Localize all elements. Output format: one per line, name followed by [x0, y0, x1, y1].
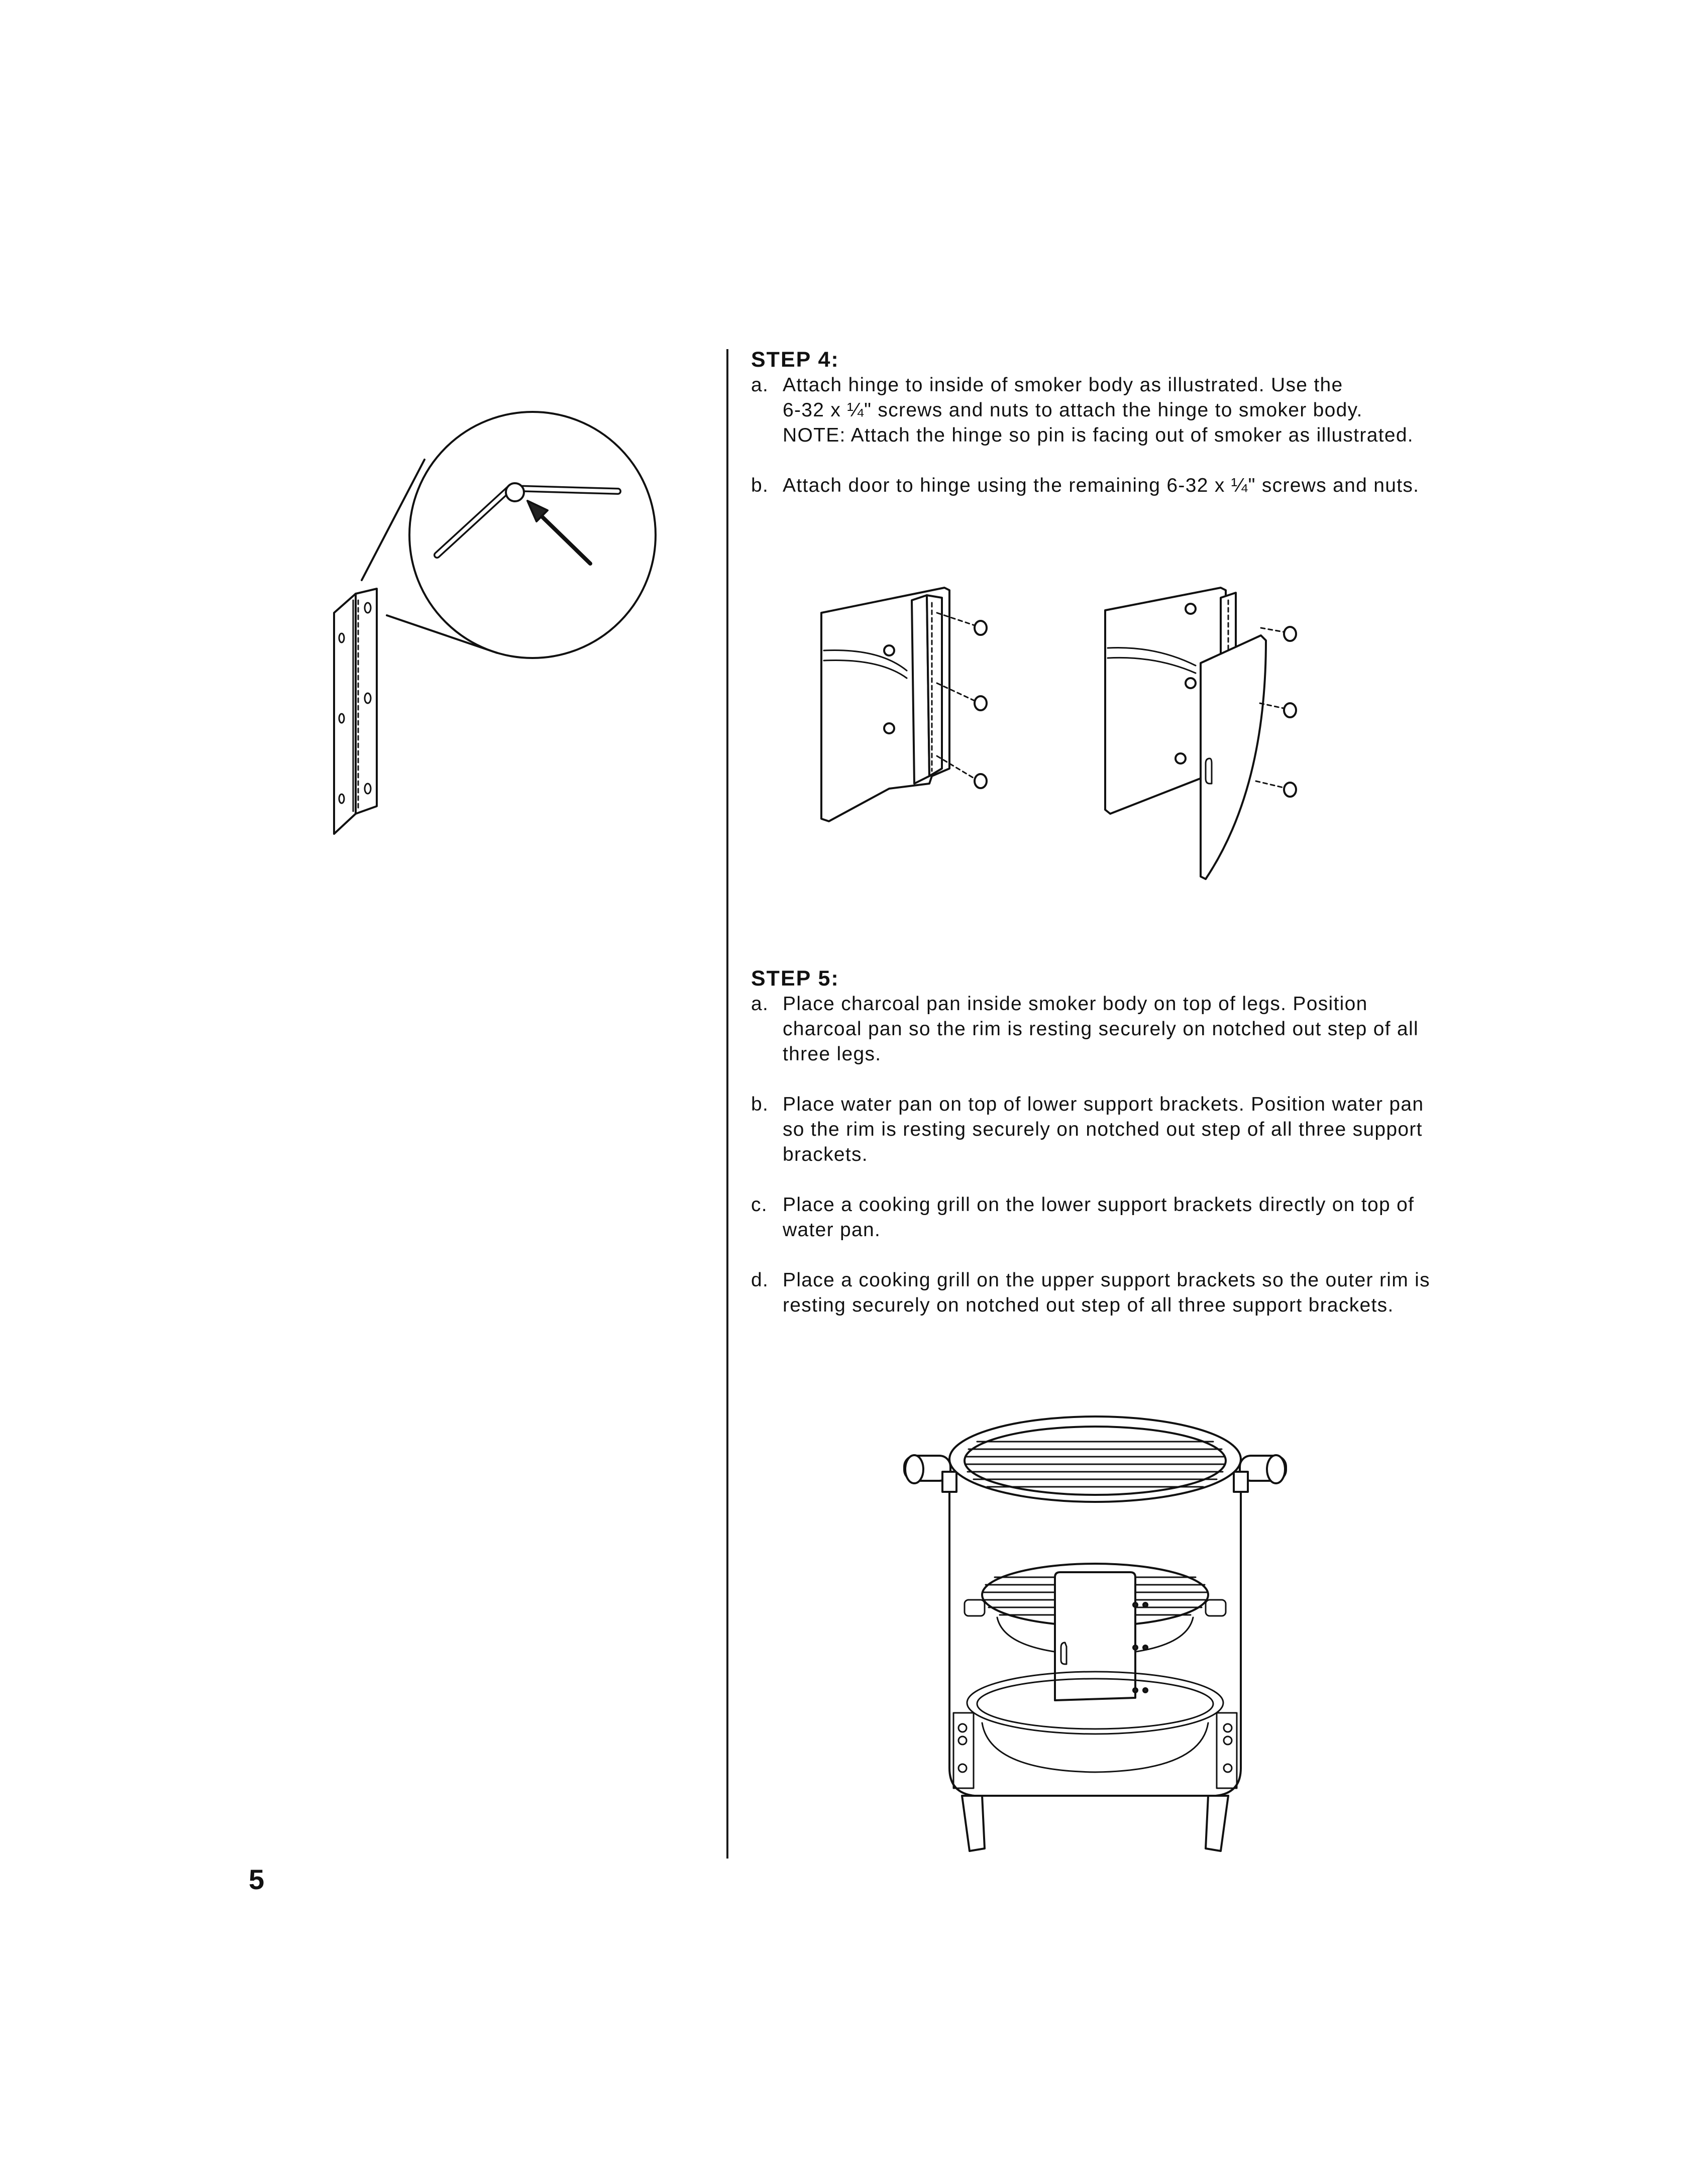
- screw-icon: [975, 774, 987, 788]
- callout-line: [362, 460, 424, 580]
- screw-icon: [1284, 627, 1296, 641]
- step-4-section: [751, 347, 1420, 523]
- item-letter: b.: [751, 475, 769, 496]
- item-line: resting securely on notched out step of all three support brackets.: [783, 1294, 1394, 1316]
- item-letter: b.: [751, 1094, 769, 1115]
- support-bracket: [965, 1600, 985, 1616]
- step-5-title: STEP 5:: [751, 966, 839, 991]
- item-line: Place a cooking grill on the upper support brackets so the outer rim is: [783, 1269, 1430, 1291]
- hinge-part: [334, 589, 377, 834]
- item-line: water pan.: [783, 1219, 881, 1241]
- upper-grill-bars: [966, 1442, 1225, 1487]
- nut-icon: [1186, 678, 1196, 688]
- item-line: NOTE: Attach the hinge so pin is facing out of smoker as illustrated.: [783, 424, 1414, 446]
- arrow-icon: [535, 510, 590, 564]
- step-5-assembled-smoker-illustration: [894, 1396, 1296, 1854]
- magnifier-circle: [409, 412, 656, 658]
- item-line: 6-32 x ¼" screws and nuts to attach the hinge to smoker body.: [783, 399, 1363, 421]
- step-4-title: STEP 4:: [751, 348, 839, 372]
- screw-icon: [975, 696, 987, 710]
- item-line: so the rim is resting securely on notched out step of all three support: [783, 1119, 1423, 1140]
- item-line: Place charcoal pan inside smoker body on top of legs. Position: [783, 993, 1368, 1015]
- access-door: [1055, 1572, 1135, 1700]
- item-letter: a.: [751, 374, 769, 396]
- hinge-profile: [437, 488, 618, 555]
- item-letter: a.: [751, 993, 769, 1015]
- item-line: charcoal pan so the rim is resting securely on notched out step of all: [783, 1018, 1419, 1040]
- door-panel: [1201, 635, 1266, 879]
- item-line: brackets.: [783, 1144, 868, 1165]
- hinge-detail-illustration: [322, 402, 673, 844]
- screw-icon: [1284, 703, 1296, 717]
- step-5-item-a: [751, 992, 1419, 1067]
- column-divider: [726, 349, 728, 1859]
- item-line: Place water pan on top of lower support brackets. Position water pan: [783, 1094, 1424, 1115]
- page-number: 5: [249, 1864, 265, 1895]
- screw-icon: [1284, 783, 1296, 797]
- screw-icon: [975, 621, 987, 635]
- item-line: Attach door to hinge using the remaining 6-32 x ¼" screws and nuts.: [783, 475, 1420, 496]
- hinge-pin: [506, 483, 524, 501]
- leg: [962, 1796, 985, 1851]
- door-latch-icon: [1206, 758, 1212, 784]
- step-5-item-b: [751, 1092, 1424, 1167]
- leg: [1206, 1796, 1228, 1851]
- nut-icon: [884, 723, 894, 733]
- hinge-part: [912, 595, 942, 784]
- nut-icon: [1186, 604, 1196, 614]
- item-letter: d.: [751, 1269, 769, 1291]
- nut-icon: [884, 645, 894, 656]
- top-rim: [949, 1416, 1241, 1502]
- support-bracket: [1206, 1600, 1226, 1616]
- step-5-section: [751, 965, 1430, 1343]
- step-4-door-attach-illustration: [1100, 578, 1321, 879]
- item-line: Place a cooking grill on the lower support brackets directly on top of: [783, 1194, 1415, 1216]
- step-4-hinge-attach-illustration: [819, 578, 1040, 839]
- step-4-item-b: [751, 473, 1420, 498]
- item-letter: c.: [751, 1194, 768, 1216]
- step-5-item-c: [751, 1192, 1414, 1243]
- step-4-item-a: [751, 373, 1414, 448]
- nut-icon: [1176, 753, 1186, 764]
- step-5-item-d: [751, 1268, 1430, 1318]
- item-line: three legs.: [783, 1043, 882, 1065]
- item-line: Attach hinge to inside of smoker body as illustrated. Use the: [783, 374, 1343, 396]
